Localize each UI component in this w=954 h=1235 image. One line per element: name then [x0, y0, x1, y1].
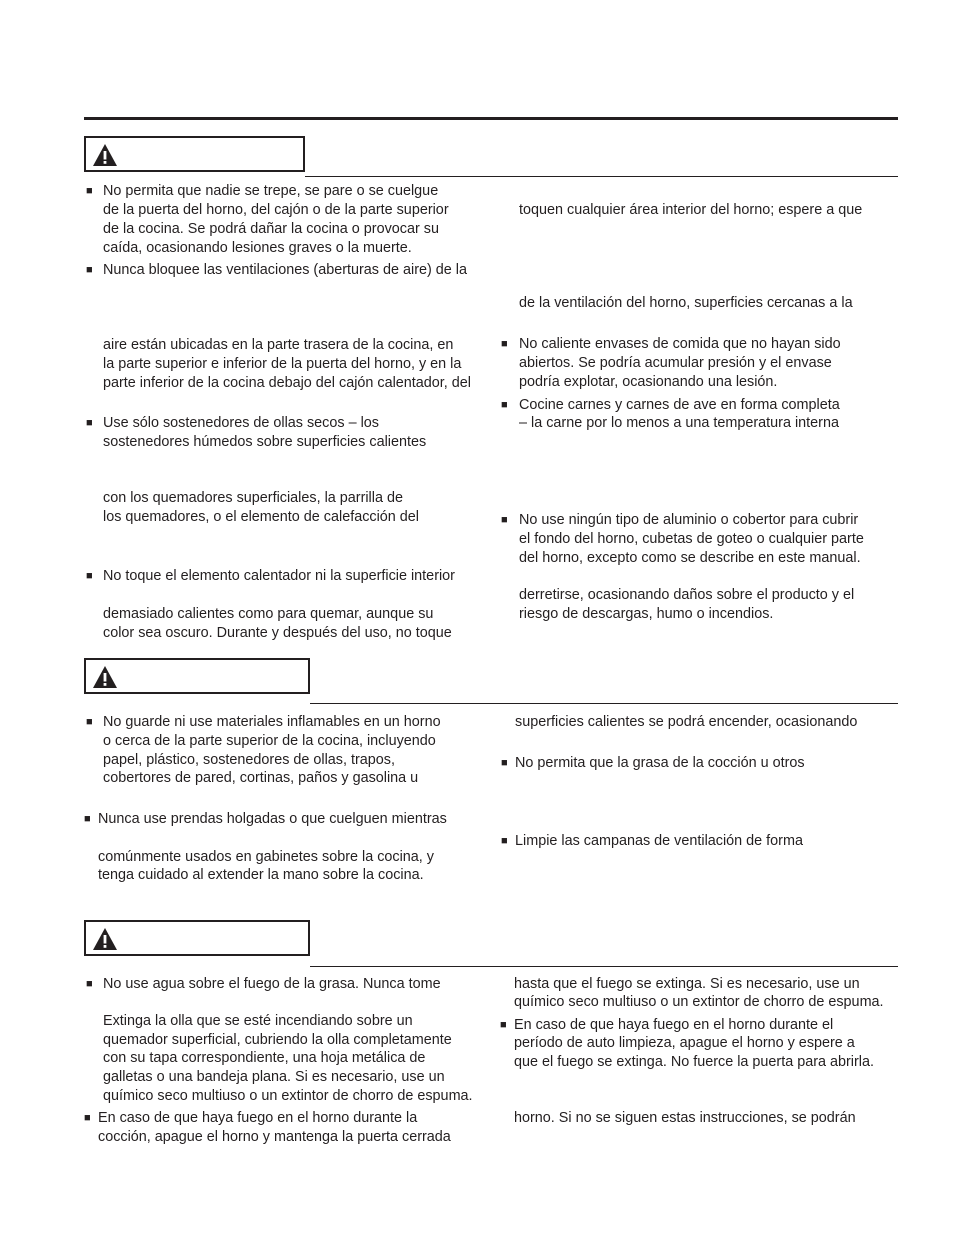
text-line: horno. Si no se siguen estas instrucciones, se podrán [514, 1110, 856, 1126]
text-line: En caso de que haya fuego en el horno durante la [98, 1110, 418, 1126]
text-line: o cerca de la parte superior de la cocina, incluyendo [103, 733, 436, 749]
bullet: ■ [501, 757, 508, 769]
text-line: cobertores de pared, cortinas, paños y gasolina u [103, 770, 419, 786]
warning-triangle-icon [92, 143, 118, 167]
text-line: demasiado calientes como para quemar, aunque su [103, 606, 434, 622]
warning-header-box-2 [84, 658, 310, 694]
text-line: podría explotar, ocasionando una lesión. [519, 374, 778, 390]
text-line: galletas o una bandeja plana. Si es necesario, use un [103, 1069, 445, 1085]
text-line: aire están ubicadas en la parte trasera de la cocina, en [103, 337, 454, 353]
text-line: que el fuego se extinga. No fuerce la puerta para abrirla. [514, 1054, 874, 1070]
text-line: con su tapa correspondiente, una hoja metálica de [103, 1050, 426, 1066]
text-line: Limpie las campanas de ventilación de forma [515, 833, 803, 849]
text-line: – la carne por lo menos a una temperatura interna [519, 415, 839, 431]
bullet: ■ [86, 570, 93, 582]
text-line: cocción, apague el horno y mantenga la puerta cerrada [98, 1129, 451, 1145]
bullet: ■ [84, 1112, 91, 1124]
page-top-rule [84, 117, 898, 120]
bullet: ■ [501, 835, 508, 847]
text-line: el fondo del horno, cubetas de goteo o cualquier parte [519, 531, 864, 547]
text-line: Nunca bloquee las ventilaciones (aberturas de aire) de la [103, 262, 467, 278]
text-line: riesgo de descargas, humo o incendios. [519, 606, 774, 622]
bullet: ■ [500, 1019, 507, 1031]
text-line: No use ningún tipo de aluminio o cobertor para cubrir [519, 512, 859, 528]
bullet: ■ [86, 264, 93, 276]
text-line: No use agua sobre el fuego de la grasa. Nunca tome [103, 976, 441, 992]
warning-triangle-icon [92, 927, 118, 951]
text-line: derretirse, ocasionando daños sobre el producto y el [519, 587, 855, 603]
text-line: tenga cuidado al extender la mano sobre la cocina. [98, 867, 424, 883]
text-line: la parte superior e inferior de la puerta del horno, y en la [103, 356, 462, 372]
text-line: No toque el elemento calentador ni la superficie interior [103, 568, 455, 584]
text-line: sostenedores húmedos sobre superficies calientes [103, 434, 427, 450]
text-line: quemador superficial, cubriendo la olla completamente [103, 1032, 452, 1048]
bullet: ■ [86, 185, 93, 197]
text-line: superficies calientes se podrá encender, ocasionando [515, 714, 858, 730]
text-line: parte inferior de la cocina debajo del cajón calentador, del [103, 375, 472, 391]
text-line: los quemadores, o el elemento de calefacción del [103, 509, 419, 525]
text-line: químico seco multiuso o un extintor de chorro de espuma. [514, 994, 884, 1010]
text-line: período de auto limpieza, apague el horno y espere a [514, 1035, 855, 1051]
text-line: abiertos. Se podría acumular presión y el envase [519, 355, 832, 371]
text-line: Nunca use prendas holgadas o que cuelguen mientras [98, 811, 447, 827]
text-line: color sea oscuro. Durante y después del uso, no toque [103, 625, 452, 641]
bullet: ■ [84, 813, 91, 825]
section-rule-3 [310, 966, 898, 967]
bullet: ■ [86, 978, 93, 990]
section-rule-2 [310, 703, 898, 704]
warning-header-box-3 [84, 920, 310, 956]
text-line: con los quemadores superficiales, la parrilla de [103, 490, 403, 506]
text-line: caída, ocasionando lesiones graves o la muerte. [103, 240, 412, 256]
text-line: No permita que nadie se trepe, se pare o se cuelgue [103, 183, 439, 199]
text-line: papel, plástico, sostenedores de ollas, trapos, [103, 752, 395, 768]
text-line: comúnmente usados en gabinetes sobre la cocina, y [98, 849, 434, 865]
text-line: toquen cualquier área interior del horno; espere a que [519, 202, 863, 218]
text-line: del horno, excepto como se describe en este manual. [519, 550, 861, 566]
text-line: No permita que la grasa de la cocción u otros [515, 755, 805, 771]
bullet: ■ [501, 514, 508, 526]
text-line: Cocine carnes y carnes de ave en forma completa [519, 397, 840, 413]
section-rule-1 [305, 176, 898, 177]
text-line: No guarde ni use materiales inflamables en un horno [103, 714, 441, 730]
warning-header-box-1 [84, 136, 305, 172]
bullet: ■ [86, 417, 93, 429]
bullet: ■ [86, 716, 93, 728]
text-line: hasta que el fuego se extinga. Si es necesario, use un [514, 976, 860, 992]
bullet: ■ [501, 338, 508, 350]
text-line: de la cocina. Se podrá dañar la cocina o provocar su [103, 221, 439, 237]
warning-triangle-icon [92, 665, 118, 689]
text-line: de la ventilación del horno, superficies cercanas a la [519, 295, 853, 311]
text-line: En caso de que haya fuego en el horno durante el [514, 1017, 834, 1033]
text-line: químico seco multiuso o un extintor de chorro de espuma. [103, 1088, 473, 1104]
text-line: Extinga la olla que se esté incendiando sobre un [103, 1013, 413, 1029]
bullet: ■ [501, 399, 508, 411]
text-line: de la puerta del horno, del cajón o de la parte superior [103, 202, 449, 218]
text-line: No caliente envases de comida que no hayan sido [519, 336, 841, 352]
text-line: Use sólo sostenedores de ollas secos – los [103, 415, 379, 431]
